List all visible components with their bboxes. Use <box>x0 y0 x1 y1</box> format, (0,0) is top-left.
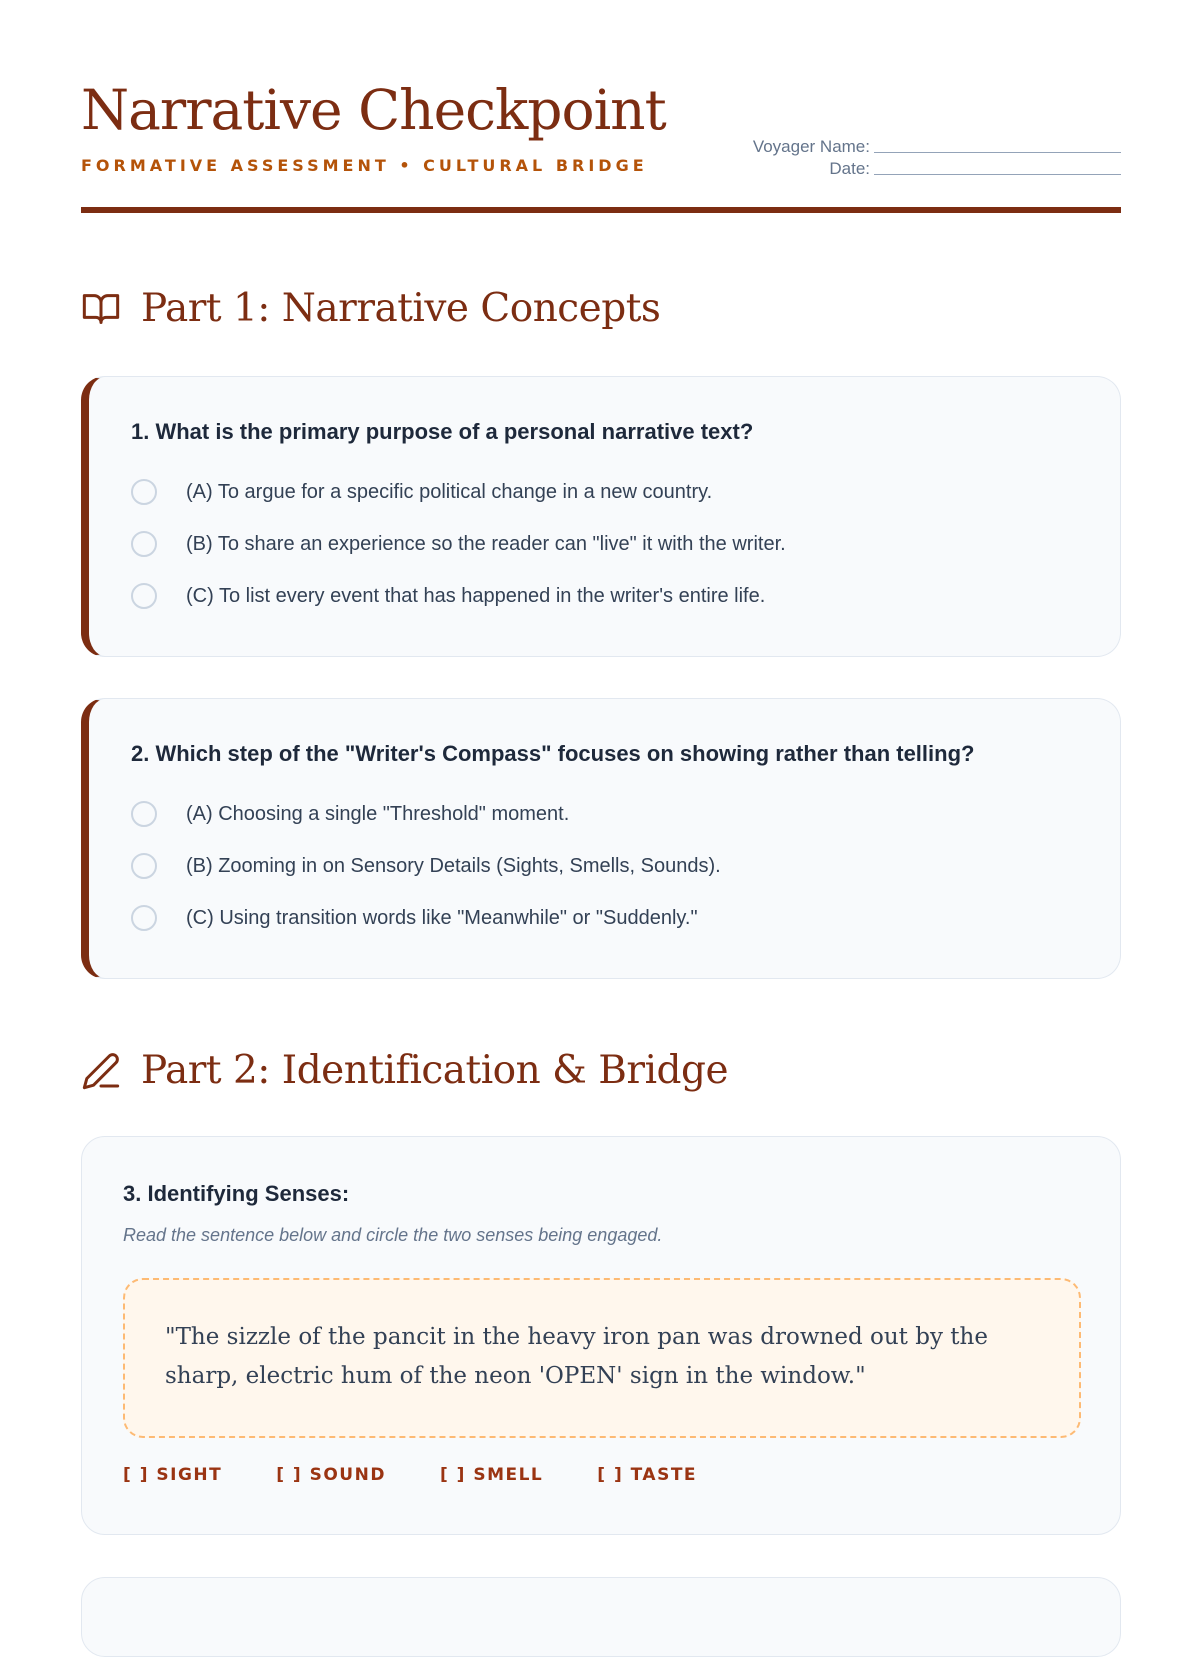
radio-button[interactable] <box>131 531 157 557</box>
radio-button[interactable] <box>131 801 157 827</box>
option-label: (C) Using transition words like "Meanwhile" or "Suddenly." <box>186 906 698 929</box>
question-2-option-b[interactable] <box>131 853 721 879</box>
student-info <box>741 135 1121 179</box>
sense-option-sight[interactable]: [ ] SIGHT <box>123 1465 223 1485</box>
part2-title: Part 2: Identification & Bridge <box>141 1048 729 1093</box>
question-1-option-a[interactable] <box>131 479 712 505</box>
assessment-page <box>81 0 1121 1485</box>
option-label: (A) Choosing a single "Threshold" moment. <box>186 802 570 825</box>
radio-button[interactable] <box>131 583 157 609</box>
sense-option-sound[interactable]: [ ] SOUND <box>276 1465 386 1485</box>
option-label: (A) To argue for a specific political change in a new country. <box>186 480 713 503</box>
question-1-option-b[interactable] <box>131 531 786 557</box>
name-field-line[interactable] <box>874 152 1121 153</box>
option-label: (B) To share an experience so the reader can "live" it with the writer. <box>186 532 786 555</box>
question-card-1 <box>81 376 1121 657</box>
question-1-option-c[interactable] <box>131 583 765 609</box>
part1-title: Part 1: Narrative Concepts <box>141 286 661 331</box>
sense-option-smell[interactable]: [ ] SMELL <box>439 1465 544 1485</box>
sense-options <box>123 1465 751 1485</box>
date-label: Date: <box>829 159 870 178</box>
option-label: (C) To list every event that has happened in the writer's entire life. <box>186 584 766 607</box>
name-row <box>741 135 1121 157</box>
name-label: Voyager Name: <box>752 137 870 156</box>
book-open-icon <box>81 289 121 329</box>
option-label: (B) Zooming in on Sensory Details (Sights, Smells, Sounds). <box>186 854 721 877</box>
radio-button[interactable] <box>131 905 157 931</box>
question-2-prompt: 2. Which step of the "Writer's Compass" focuses on showing rather than telling? <box>131 741 975 766</box>
question-card-2 <box>81 698 1121 979</box>
header-divider <box>81 207 1121 213</box>
page-header <box>81 0 1121 215</box>
radio-button[interactable] <box>131 479 157 505</box>
radio-button[interactable] <box>131 853 157 879</box>
quote-text: "The sizzle of the pancit in the heavy iron pan was drowned out by the sharp, electric hum of the neon 'OPEN' sign in the window." <box>165 1324 988 1389</box>
question-1-prompt: 1. What is the primary purpose of a personal narrative text? <box>131 419 754 444</box>
part1-heading <box>81 286 660 331</box>
date-row <box>741 157 1121 179</box>
sense-option-taste[interactable]: [ ] TASTE <box>597 1465 698 1485</box>
next-question-card <box>81 1577 1121 1657</box>
page-title: Narrative Checkpoint <box>81 78 666 142</box>
pencil-icon <box>81 1051 121 1091</box>
question-3-instruction: Read the sentence below and circle the two senses being engaged. <box>123 1225 663 1245</box>
question-2-option-a[interactable] <box>131 801 569 827</box>
quote-box <box>123 1278 1081 1438</box>
date-field-line[interactable] <box>874 174 1121 175</box>
question-3-prompt: 3. Identifying Senses: <box>123 1181 350 1206</box>
part2-heading <box>81 1048 728 1093</box>
page-subtitle: FORMATIVE ASSESSMENT • CULTURAL BRIDGE <box>81 156 648 175</box>
question-2-option-c[interactable] <box>131 905 698 931</box>
question-card-3 <box>81 1136 1121 1535</box>
